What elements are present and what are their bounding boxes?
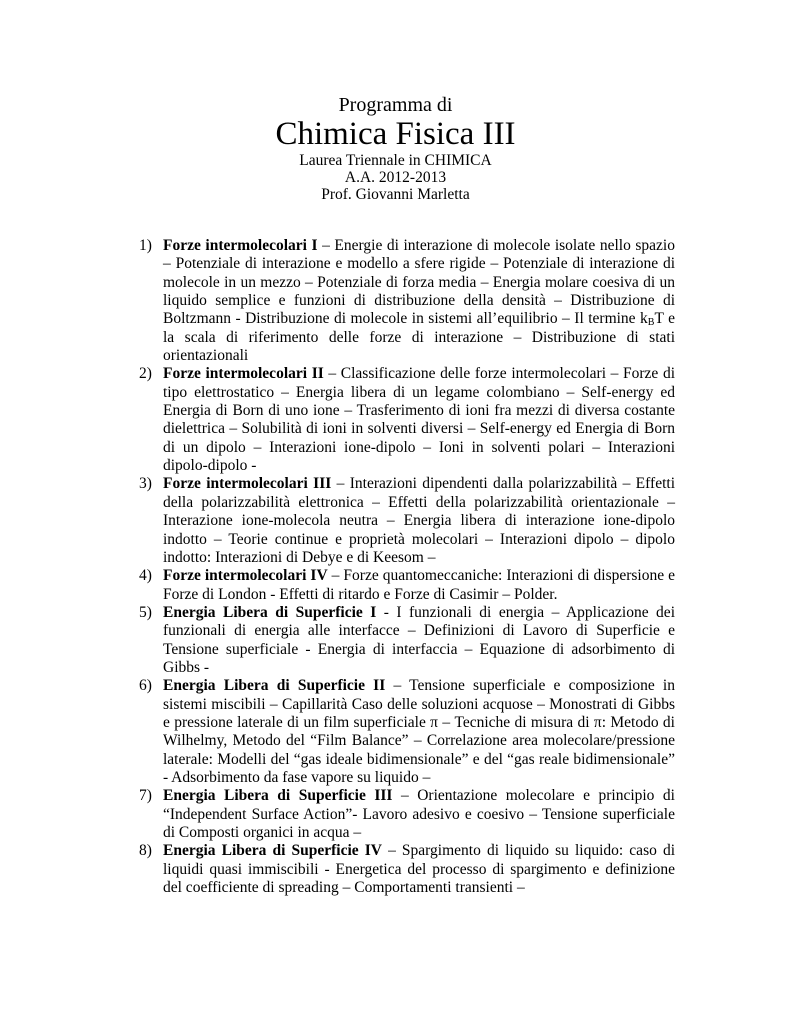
item-text-continued: T e la scala di riferimento delle forze di interazione – Distribuzione di stati orientazionali: [163, 310, 675, 365]
item-topic: Forze intermolecolari IV: [163, 567, 328, 585]
item-text: – Orientazione molecolare e principio di “Independent Surface Action”- Lavoro adesivo e coesivo – Tensione superficiale di Composti organici in acqua –: [163, 787, 675, 841]
item-text: - I funzionali di energia – Applicazione dei funzionali di energia alle interfacce – Definizioni di Lavoro di Superficie e Tensione superficiale - Energia di interfaccia – Equazione di adsorbimento di Gibbs -: [163, 603, 675, 676]
program-item-8: [139, 842, 675, 897]
item-number: 7): [139, 787, 152, 805]
item-text: – Classificazione delle forze intermolecolari – Forze di tipo elettrostatico – Energia libera di un legame colombiano – Self-energy ed Energia di Born di uno ione – Trasferimento di ioni fra mezzi di diversa costante dielettrica – Solubilità di ioni in solventi diversi – Self-energy ed Energia di Born di un dipolo – Interazioni ione-dipolo – Ioni in solventi polari – Interazioni dipolo-dipolo -: [163, 365, 675, 475]
program-item-6: [139, 677, 675, 787]
item-topic: Energia Libera di Superficie I: [163, 603, 377, 621]
academic-year: A.A. 2012-2013: [344, 169, 447, 186]
item-number: 2): [139, 365, 152, 383]
professor-name: Prof. Giovanni Marletta: [321, 186, 470, 203]
pre-title: Programma di: [338, 94, 453, 116]
item-text: – Interazioni dipendenti dalla polarizzabilità – Effetti della polarizzabilità elettronica – Effetti della polarizzabilità orientazionale – Interazione ione-molecola neutra – Energia libera di interazione ione-dipolo indotto – Teorie continue e proprietà molecolari – Interazioni dipolo – dipolo indotto: Interazioni di Debye e di Keesom –: [163, 475, 675, 566]
page-title: Chimica Fisica III: [275, 116, 516, 152]
item-number: 5): [139, 603, 152, 621]
item-topic: Energia Libera di Superficie II: [163, 677, 386, 695]
subscript-b: B: [647, 317, 655, 329]
program-item-4: [139, 567, 675, 604]
item-number: 3): [139, 475, 152, 493]
program-item-3: [139, 475, 675, 567]
item-topic: Energia Libera di Superficie IV: [163, 842, 382, 860]
program-item-5: [139, 604, 675, 677]
item-number: 1): [139, 237, 152, 254]
degree-line: Laurea Triennale in CHIMICA: [299, 152, 492, 169]
item-topic: Energia Libera di Superficie III: [163, 787, 393, 805]
item-topic: Forze intermolecolari III: [163, 475, 332, 493]
item-text: – Energie di interazione di molecole isolate nello spazio – Potenziale di interazione e modello a sfere rigide – Potenziale di interazione di molecole in un mezzo – Potenziale di forza media – Energia molare coesiva di un liquido semplice e funzioni di distribuzione della densità – Distribuzione di Boltzmann - Distribuzione di molecole in sistemi all’equilibrio – Il termine k: [163, 237, 675, 328]
item-number: 6): [139, 677, 152, 695]
item-topic: Forze intermolecolari II: [163, 365, 324, 383]
item-topic: Forze intermolecolari I: [163, 237, 318, 254]
item-text: – Forze quantomeccaniche: Interazioni di dispersione e Forze di London - Effetti di ritardo e Forze di Casimir – Polder.: [163, 567, 675, 603]
program-item-2: [139, 365, 675, 475]
item-text: – Tensione superficiale e composizione in sistemi miscibili – Capillarità Caso delle soluzioni acquose – Monostrati di Gibbs e pressione laterale di un film superficiale π – Tecniche di misura di π: Metodo di Wilhelmy, Metodo del “Film Balance” – Correlazione area molecolare/pressione laterale: Modelli del “gas ideale bidimensionale” e del “gas reale bidimensionale” - Adsorbimento da fase vapore su liquido –: [163, 677, 675, 786]
program-list: [139, 237, 675, 897]
item-text: – Spargimento di liquido su liquido: caso di liquidi quasi immiscibili - Energetica del processo di spargimento e definizione del coefficiente di spreading – Comportamenti transienti –: [163, 842, 675, 897]
item-number: 4): [139, 567, 152, 585]
program-item-7: [139, 787, 675, 842]
program-item-1: [139, 237, 675, 365]
item-number: 8): [139, 842, 152, 860]
document-header: [0, 94, 791, 203]
